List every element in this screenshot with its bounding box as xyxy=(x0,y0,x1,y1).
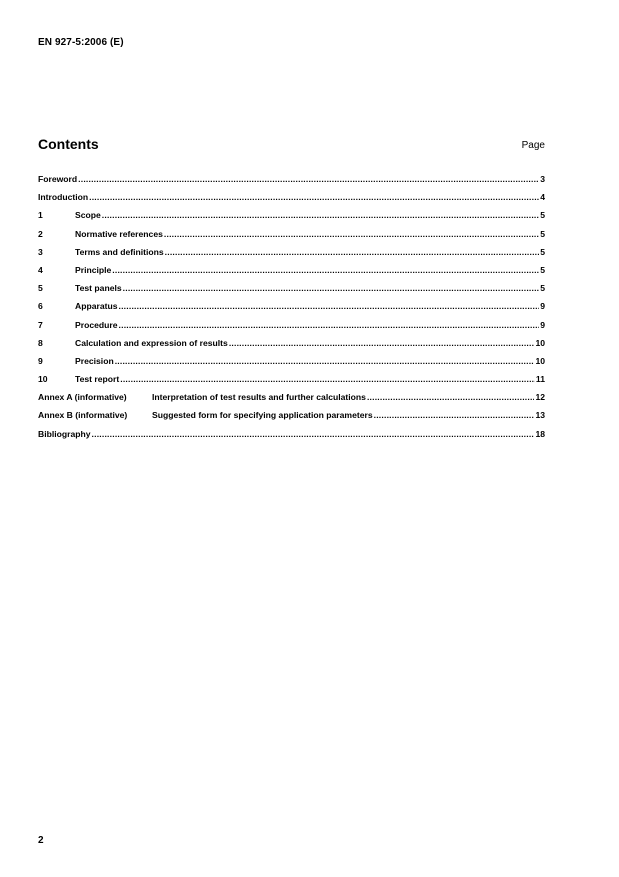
toc-leader-dots xyxy=(78,174,539,184)
toc-leader-dots xyxy=(102,210,539,220)
page-column-label: Page xyxy=(521,140,545,151)
toc-entry-title: Normative references xyxy=(75,228,163,239)
toc-entry-number: 5 xyxy=(38,283,43,294)
toc-leader-dots xyxy=(92,429,535,439)
toc-entry-page: 18 xyxy=(535,428,545,439)
page-number: 2 xyxy=(38,835,44,846)
toc-entry-procedure[interactable] xyxy=(38,320,545,338)
toc-entry-page: 3 xyxy=(540,174,545,184)
toc-entry-apparatus[interactable] xyxy=(38,301,545,319)
toc-entry-scope[interactable] xyxy=(38,210,545,228)
toc-entry-foreword[interactable] xyxy=(38,174,545,192)
toc-entry-number: 1 xyxy=(38,210,43,221)
toc-annex-label: Annex B (informative) xyxy=(38,410,128,421)
toc-entry-page: 11 xyxy=(535,374,545,385)
toc-entry-page: 12 xyxy=(535,392,545,403)
toc-leader-dots xyxy=(374,410,535,420)
toc-entry-page: 5 xyxy=(540,264,545,275)
toc-leader-dots xyxy=(119,320,540,330)
toc-entry-title: Interpretation of test results and further calculations xyxy=(152,392,366,403)
toc-entry-number: 3 xyxy=(38,246,43,257)
toc-leader-dots xyxy=(164,229,539,239)
toc-entry-number: 9 xyxy=(38,355,43,366)
toc-entry-terms-and-definitions[interactable] xyxy=(38,247,545,265)
toc-entry-annex-a[interactable] xyxy=(38,392,545,410)
toc-leader-dots xyxy=(367,392,535,402)
toc-entry-title: Scope xyxy=(75,210,101,221)
toc-entry-principle[interactable] xyxy=(38,265,545,283)
document-code: EN 927-5:2006 (E) xyxy=(38,37,124,48)
toc-entry-page: 9 xyxy=(540,319,545,330)
toc-leader-dots xyxy=(165,247,540,257)
toc-entry-title: Terms and definitions xyxy=(75,246,164,257)
toc-leader-dots xyxy=(119,301,540,311)
toc-entry-number: 8 xyxy=(38,337,43,348)
toc-entry-normative-references[interactable] xyxy=(38,229,545,247)
toc-entry-title: Precision xyxy=(75,355,114,366)
toc-entry-page: 10 xyxy=(535,337,545,348)
toc-entry-title: Calculation and expression of results xyxy=(75,337,228,348)
toc-entry-page: 13 xyxy=(535,410,545,421)
toc-entry-title: Introduction xyxy=(38,192,89,203)
toc-entry-number: 6 xyxy=(38,301,43,312)
toc-entry-page: 5 xyxy=(540,246,545,257)
toc-annex-label: Annex A (informative) xyxy=(38,392,127,403)
toc-entry-calculation[interactable] xyxy=(38,338,545,356)
toc-leader-dots xyxy=(89,192,539,202)
toc-leader-dots xyxy=(229,338,535,348)
table-of-contents xyxy=(38,174,545,447)
toc-entry-test-panels[interactable] xyxy=(38,283,545,301)
toc-entry-title: Procedure xyxy=(75,319,118,330)
toc-entry-title: Suggested form for specifying application parameters xyxy=(152,410,373,421)
toc-entry-page: 9 xyxy=(540,301,545,312)
toc-entry-bibliography[interactable] xyxy=(38,429,545,447)
toc-entry-number: 7 xyxy=(38,319,43,330)
toc-entry-page: 5 xyxy=(540,283,545,294)
toc-entry-page: 5 xyxy=(540,210,545,221)
toc-entry-title: Principle xyxy=(75,264,112,275)
toc-annex-heading xyxy=(38,410,373,420)
toc-entry-number: 10 xyxy=(38,374,48,385)
toc-leader-dots xyxy=(120,374,535,384)
contents-heading: Contents xyxy=(38,136,99,152)
toc-entry-title: Test report xyxy=(75,374,120,385)
toc-entry-annex-b[interactable] xyxy=(38,410,545,428)
toc-entry-title: Apparatus xyxy=(75,301,118,312)
toc-entry-number: 2 xyxy=(38,228,43,239)
toc-entry-test-report[interactable] xyxy=(38,374,545,392)
toc-entry-precision[interactable] xyxy=(38,356,545,374)
toc-entry-page: 4 xyxy=(540,192,545,203)
toc-leader-dots xyxy=(112,265,539,275)
toc-entry-page: 5 xyxy=(540,228,545,239)
toc-entry-page: 10 xyxy=(535,355,545,366)
toc-annex-heading xyxy=(38,392,366,402)
toc-entry-introduction[interactable] xyxy=(38,192,545,210)
toc-leader-dots xyxy=(115,356,535,366)
toc-entry-title: Foreword xyxy=(38,174,78,184)
toc-entry-title: Bibliography xyxy=(38,428,91,439)
toc-entry-number: 4 xyxy=(38,264,43,275)
toc-entry-title: Test panels xyxy=(75,283,122,294)
toc-leader-dots xyxy=(123,283,540,293)
